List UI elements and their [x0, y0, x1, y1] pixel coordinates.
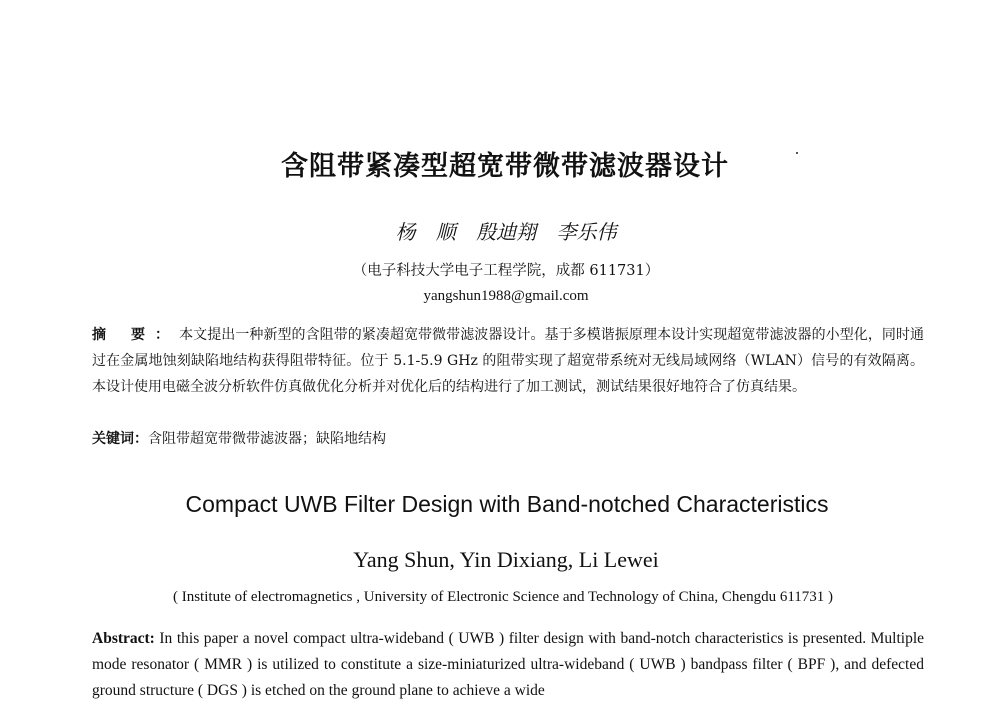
chinese-keywords-text: 含阻带超宽带微带滤波器；缺陷地结构 — [148, 431, 386, 447]
chinese-abstract-text: 本文提出一种新型的含阻带的紧凑超宽带微带滤波器设计。基于多模谐振原理本设计实现超宽带滤波器的小型化，同时通过在金属地蚀刻缺陷地结构获得阻带特征。位于 5.1-5.9 GHz 的阻带实现了超宽带系统对无线局域网络（WLAN）信号的有效隔离。本设计使用电磁全波分析软件仿真做优化分析并对优化后的结构进行了加工测试，测试结果很好地符合了仿真结果。 — [92, 327, 925, 395]
english-abstract-text: In this paper a novel compact ultra-wideband ( UWB ) filter design with band-notch characteristics is presented. Multiple mode resonator ( MMR ) is utilized to constitute a size-miniaturized ultra-wideband ( UWB ) bandpass filter ( BPF ), and defected ground structure ( DGS ) is etched on the ground plane to achieve a wide — [92, 630, 925, 699]
english-abstract-label: Abstract: — [92, 630, 155, 647]
chinese-title: 含阻带紧凑型超宽带微带滤波器设计 — [281, 151, 729, 182]
chinese-abstract-label: 摘 要： — [92, 327, 180, 343]
chinese-keywords-label: 关键词： — [92, 431, 148, 447]
english-title: Compact UWB Filter Design with Band-notched Characteristics — [185, 491, 829, 517]
english-authors: Yang Shun, Yin Dixiang, Li Lewei — [353, 547, 659, 572]
scan-speck — [796, 152, 798, 154]
english-affiliation: ( Institute of electromagnetics , University of Electronic Science and Technology of China, Chengdu 611731 ) — [172, 589, 834, 605]
chinese-abstract — [92, 322, 924, 400]
author-email: yangshun1988@gmail.com — [423, 288, 589, 304]
chinese-authors: 杨 顺 殷迪翔 李乐伟 — [395, 220, 617, 244]
chinese-affiliation: （电子科技大学电子工程学院，成都 611731） — [352, 263, 660, 279]
english-abstract — [92, 626, 924, 704]
chinese-keywords — [92, 426, 924, 452]
